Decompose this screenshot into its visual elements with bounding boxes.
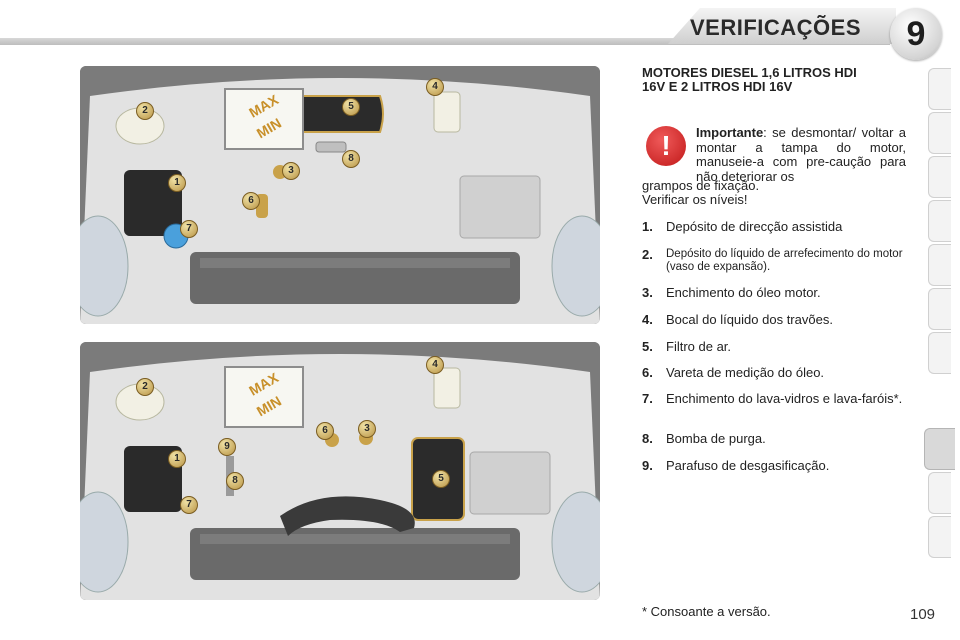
item-number: 3. [642, 285, 653, 300]
page-header [0, 0, 960, 62]
callout-2: 2 [136, 378, 154, 396]
callout-6: 6 [242, 192, 260, 210]
chapter-number-badge: 9 [890, 8, 942, 60]
important-note [696, 126, 906, 184]
engine-bay-illustration-top [80, 66, 600, 324]
chapter-tab[interactable] [928, 288, 951, 330]
callout-3: 3 [358, 420, 376, 438]
item-text: Bocal do líquido dos travões. [666, 312, 833, 327]
important-text: : se desmontar/ voltar a montar a tampa do motor, manuseie-a com pre-caução para não deteriorar os [696, 125, 906, 184]
callout-7: 7 [180, 496, 198, 514]
chapter-tab[interactable] [928, 332, 951, 374]
page-number: 109 [910, 606, 936, 623]
callout-5: 5 [432, 470, 450, 488]
max-mark-label: MAX [246, 369, 282, 399]
callout-4: 4 [426, 78, 444, 96]
chapter-tab[interactable] [928, 516, 951, 558]
chapter-tab[interactable] [928, 472, 951, 514]
section-title-line-2: 16V E 2 LITROS HDI 16V [642, 79, 793, 94]
item-number: 5. [642, 339, 653, 354]
callout-8: 8 [342, 150, 360, 168]
callout-4: 4 [426, 356, 444, 374]
engine-bay-illustration-bottom [80, 342, 600, 600]
item-text: Enchimento do lava-vidros e lava-faróis*. [666, 391, 903, 406]
item-number: 1. [642, 219, 653, 234]
important-note-tail: grampos de fixação. [642, 178, 760, 193]
important-label: Importante [696, 125, 764, 140]
callout-3: 3 [282, 162, 300, 180]
callout-6: 6 [316, 422, 334, 440]
section-title-line-1: MOTORES DIESEL 1,6 LITROS HDI [642, 65, 857, 80]
engine-bay-drawing [80, 66, 600, 324]
item-text: Filtro de ar. [666, 339, 732, 354]
callout-9: 9 [218, 438, 236, 456]
max-mark-label: MAX [246, 91, 282, 121]
chapter-tab-active[interactable] [924, 428, 955, 470]
check-levels-text: Verificar os níveis! [642, 192, 748, 207]
item-text: Parafuso de desgasificação. [666, 458, 830, 473]
section-title [642, 66, 912, 94]
chapter-tab[interactable] [928, 112, 951, 154]
chapter-index-tabs [928, 68, 960, 578]
item-number: 4. [642, 312, 653, 327]
chapter-tab[interactable] [928, 244, 951, 286]
item-number: 9. [642, 458, 653, 473]
item-text: Enchimento do óleo motor. [666, 285, 821, 300]
callout-2: 2 [136, 102, 154, 120]
item-text: Vareta de medição do óleo. [666, 365, 825, 380]
item-number: 6. [642, 365, 653, 380]
item-number: 8. [642, 431, 653, 446]
chapter-tab[interactable] [928, 156, 951, 198]
coolant-level-inset [224, 88, 304, 150]
min-mark-label: MIN [253, 114, 284, 142]
chapter-tab[interactable] [928, 200, 951, 242]
callout-1: 1 [168, 174, 186, 192]
min-mark-label: MIN [253, 392, 284, 420]
page-title: VERIFICAÇÕES [690, 15, 862, 40]
item-text: Depósito de direcção assistida [666, 219, 843, 234]
item-text: Depósito do líquido de arrefecimento do motor (vaso de expansão). [666, 248, 903, 273]
chapter-tab[interactable] [928, 68, 951, 110]
callout-7: 7 [180, 220, 198, 238]
engine-bay-drawing [80, 342, 600, 600]
callout-5: 5 [342, 98, 360, 116]
exclamation-warning-icon: ! [646, 126, 686, 166]
footnote: * Consoante a versão. [642, 604, 771, 619]
item-text: Bomba de purga. [666, 431, 766, 446]
callout-1: 1 [168, 450, 186, 468]
callout-8: 8 [226, 472, 244, 490]
item-number: 7. [642, 391, 653, 406]
item-number: 2. [642, 247, 653, 262]
coolant-level-inset [224, 366, 304, 428]
